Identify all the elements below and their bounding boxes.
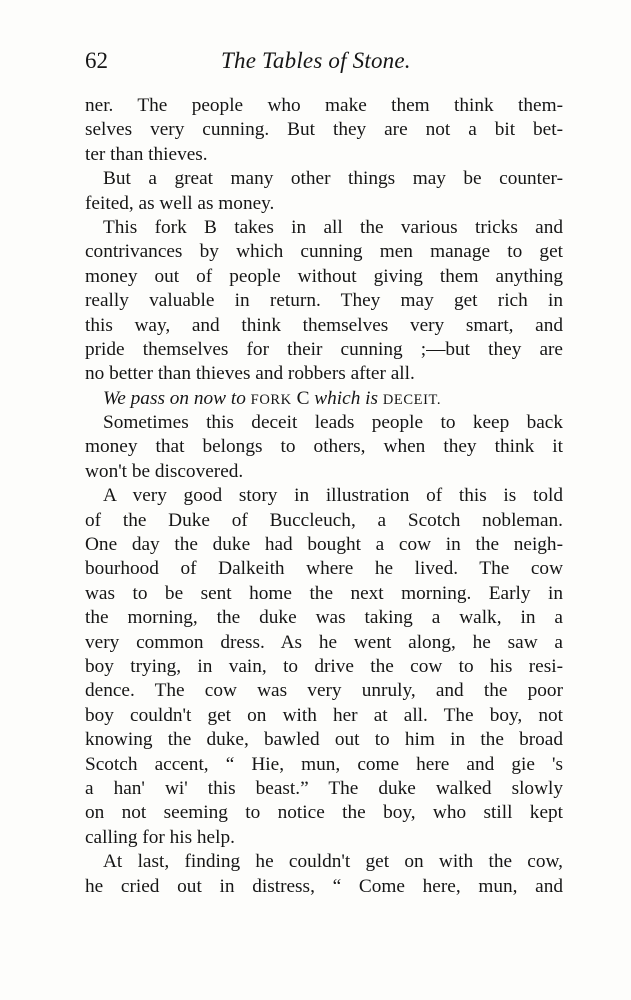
text-line: At last, finding he couldn't get on with the cow, [103, 851, 563, 873]
text-line: won't be discovered. [85, 460, 244, 482]
heading-italic-intro: We pass on now to [103, 387, 251, 409]
text-line: the morning, the duke was taking a walk, in a [85, 607, 563, 629]
text-line: money out of people without giving them anything [85, 265, 563, 287]
page-number: 62 [85, 48, 108, 73]
text-line: this way, and think themselves very smart, and [85, 314, 563, 336]
text-line: money that belongs to others, when they think it [85, 436, 563, 458]
text-line: One day the duke had bought a cow in the neigh- [85, 534, 563, 556]
heading-smallcaps-deceit: DECEIT. [382, 391, 442, 408]
text-line: really valuable in return. They may get rich in [85, 290, 563, 312]
text-line: A very good story in illustration of this is told [103, 485, 563, 507]
section-heading-line [85, 387, 563, 411]
text-line: boy trying, in vain, to drive the cow to his resi- [85, 655, 563, 677]
text-line: pride themselves for their cunning ;—but they are [85, 338, 563, 360]
page-header [85, 46, 563, 78]
text-line: dence. The cow was very unruly, and the poor [85, 680, 563, 702]
running-title: The Tables of Stone. [221, 48, 411, 73]
text-line: on not seeming to notice the boy, who still kept [85, 802, 563, 824]
heading-italic-which: which is [314, 387, 383, 409]
text-line: ner. The people who make them think them- [85, 95, 563, 116]
body-text [85, 94, 563, 899]
text-line: calling for his help. [85, 826, 235, 848]
text-line: was to be sent home the next morning. Early in [85, 582, 563, 604]
text-line: But a great many other things may be counter- [103, 168, 563, 190]
text-line: This fork B takes in all the various tricks and [103, 216, 563, 238]
heading-smallcaps-fork: FORK [250, 391, 292, 408]
text-line: contrivances by which cunning men manage to get [85, 241, 563, 263]
text-line: he cried out in distress, “ Come here, mun, and [85, 875, 563, 897]
text-line: feited, as well as money. [85, 192, 275, 214]
text-line: selves very cunning. But they are not a bit bet- [85, 119, 563, 141]
text-line: Sometimes this deceit leads people to keep back [103, 412, 563, 434]
text-line: a han' wi' this beast.” The duke walked slowly [85, 777, 563, 799]
text-line: bourhood of Dalkeith where he lived. The cow [85, 558, 563, 580]
text-line: knowing the duke, bawled out to him in the broad [85, 729, 563, 751]
text-line: boy couldn't get on with her at all. The boy, not [85, 704, 563, 726]
text-line: ter than thieves. [85, 143, 208, 165]
text-line: of the Duke of Buccleuch, a Scotch nobleman. [85, 509, 563, 531]
text-line: very common dress. As he went along, he saw a [85, 631, 563, 653]
text-line: Scotch accent, “ Hie, mun, come here and gie 's [85, 753, 563, 775]
heading-fork-letter: C [291, 387, 315, 409]
text-line: no better than thieves and robbers after all. [85, 363, 415, 385]
